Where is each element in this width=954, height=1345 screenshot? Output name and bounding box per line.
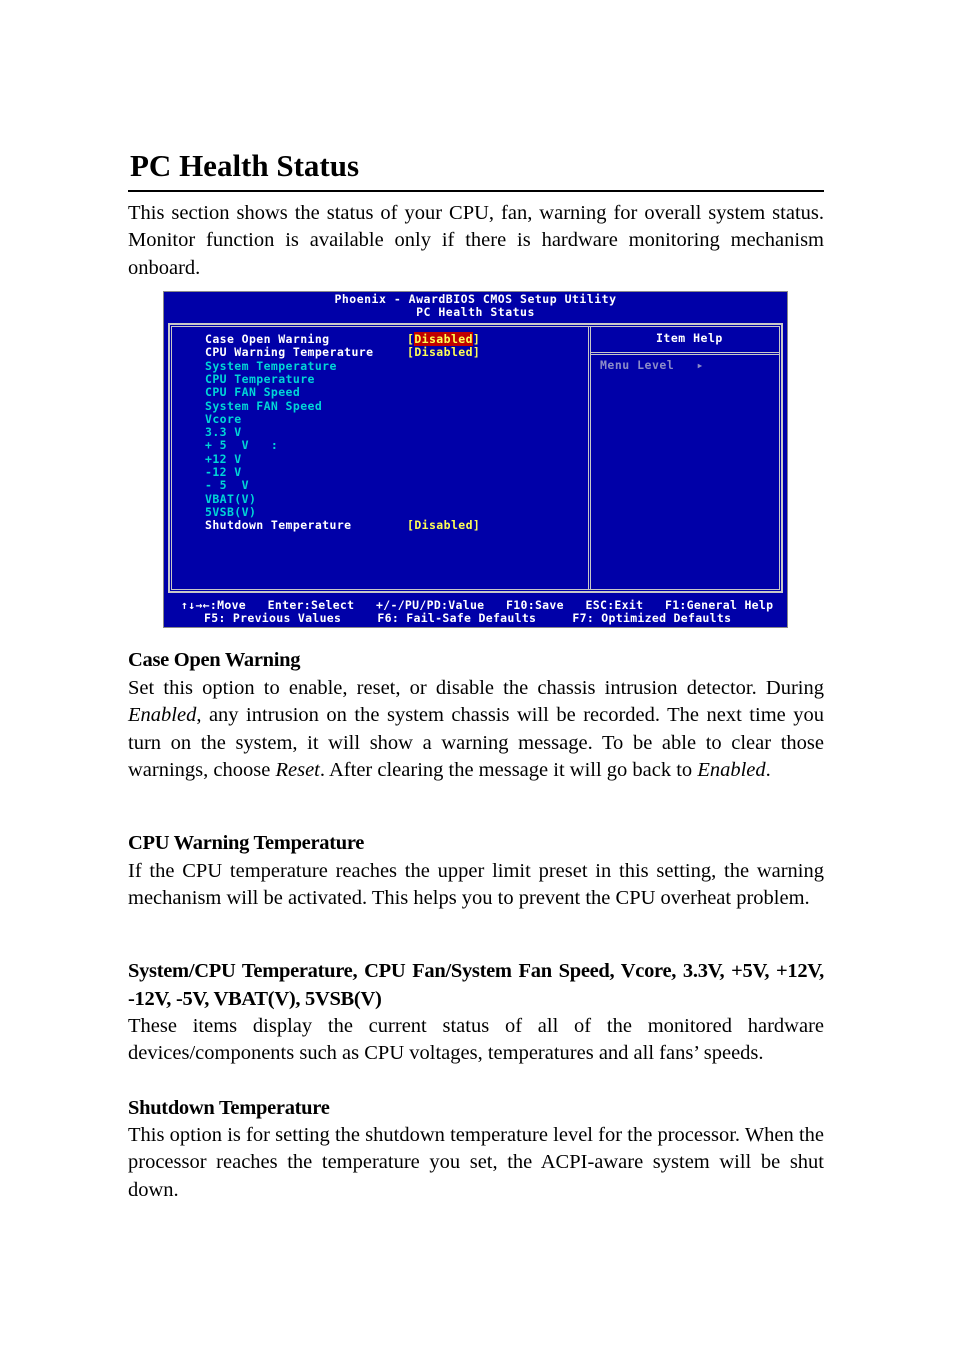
bios-item-label: System Temperature [205, 358, 337, 373]
bios-screenshot [163, 291, 788, 628]
bios-item-label[interactable]: Shutdown Temperature [205, 518, 352, 533]
title-divider [128, 190, 824, 192]
emphasis-text: Enabled [697, 758, 766, 781]
bios-item-label: CPU Temperature [205, 371, 315, 386]
bios-item-value[interactable]: [Disabled] [407, 518, 481, 533]
section-body: This option is for setting the shutdown temperature level for the processor. When the processor reaches the temperature you set, the ACPI-aware system will be shut down. [128, 1124, 824, 1201]
bios-item-label: +12 V [205, 451, 242, 466]
section-body: Set this option to enable, reset, or disable the chassis intrusion detector. During Enabled, any intrusion on the system chassis will be recorded. The next time you turn on the system, it will show a warning message. To be able to clear those warnings, choose Reset. After clearing the message it will go back to Enabled. [128, 677, 824, 781]
intro-paragraph: This section shows the status of your CPU, fan, warning for overall system status. Monitor function is available only if there is hardware monitoring mechanism onboard. [128, 202, 824, 279]
bios-item-label[interactable]: Case Open Warning [205, 332, 330, 346]
item-help-title: Item Help [656, 331, 723, 345]
bios-item-label: Vcore [205, 411, 242, 426]
bios-item-label: -12 V [205, 465, 242, 479]
bios-help-divider [591, 352, 780, 355]
bios-item-label: 5VSB(V) [205, 504, 257, 519]
bios-item-label[interactable]: CPU Warning Temperature [205, 345, 374, 360]
emphasis-text: Reset [275, 758, 320, 781]
bios-footer-keys: ↑↓→←:Move Enter:Select +/-/PU/PD:Value F10:Save ESC:Exit F1:General Help [181, 598, 774, 612]
bios-item-label: CPU FAN Speed [205, 385, 301, 400]
bios-panel-divider [588, 326, 591, 590]
bios-item-label: 3.3 V [205, 425, 242, 440]
emphasis-text: Enabled [128, 704, 197, 727]
bios-item-value[interactable]: [Disabled] [407, 332, 481, 346]
page-title: PC Health Status [130, 148, 360, 183]
bios-item-label: VBAT(V) [205, 491, 257, 506]
bios-title: Phoenix - AwardBIOS CMOS Setup Utility [334, 292, 617, 306]
menu-level: Menu Level ▸ [600, 358, 704, 372]
bios-item-label: System FAN Speed [205, 398, 323, 413]
section-body: These items display the current status of all of the monitored hardware devices/components such as CPU voltages, temperatures and all fans’ speeds. [128, 1015, 824, 1065]
section-heading: System/CPU Temperature, CPU Fan/System Fan Speed, Vcore, 3.3V, +5V, +12V, -12V, -5V, VBAT(V), 5VSB(V) [128, 960, 824, 1010]
bios-subtitle: PC Health Status [416, 305, 535, 319]
section-heading: Case Open Warning [128, 649, 301, 671]
bios-footer-defaults: F5: Previous Values F6: Fail-Safe Defaults F7: Optimized Defaults [204, 611, 732, 625]
section-heading: CPU Warning Temperature [128, 832, 365, 854]
section-heading: Shutdown Temperature [128, 1097, 330, 1119]
bios-item-value[interactable]: [Disabled] [407, 345, 481, 360]
section-body: If the CPU temperature reaches the upper limit preset in this setting, the warning mechanism will be activated. This helps you to prevent the CPU overheat problem. [128, 860, 824, 910]
bios-item-label: + 5 V : [205, 438, 279, 453]
bios-item-label: - 5 V [205, 478, 249, 493]
